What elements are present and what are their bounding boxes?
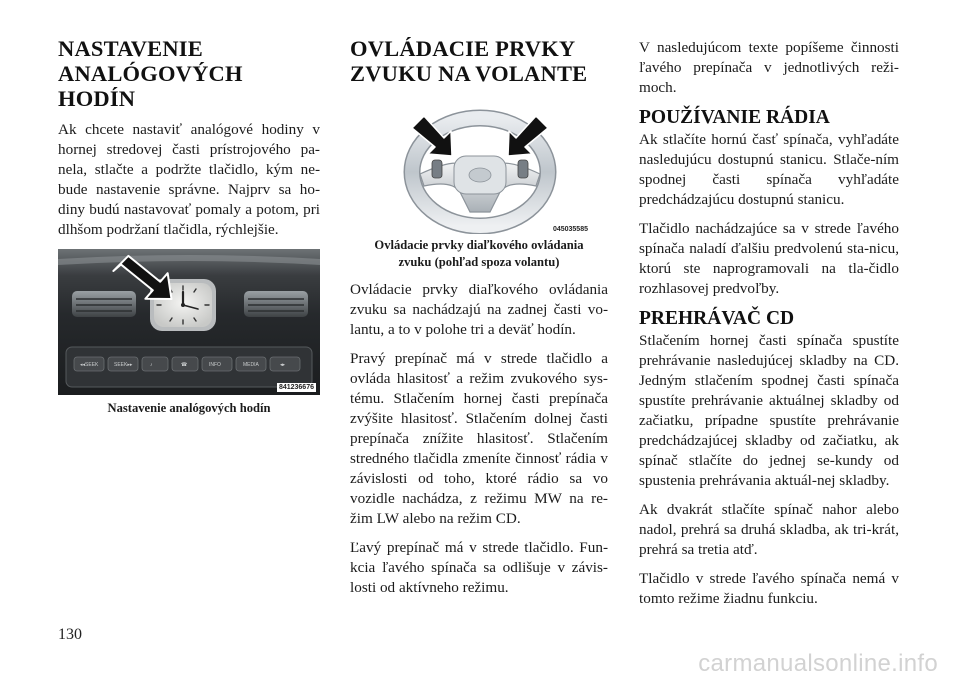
watermark: carmanualsonline.info (698, 650, 938, 677)
svg-text:MEDIA: MEDIA (243, 362, 259, 368)
paragraph: Ovládacie prvky diaľkového ovládania zvuku sa nachádzajú na zadnej časti vo-lantu, a to v polohe tri a deväť hodín. (350, 281, 608, 338)
svg-text:☎: ☎ (181, 362, 188, 368)
subsection-title-radio: POUŽÍVANIE RÁDIA (639, 107, 830, 128)
svg-text:INFO: INFO (209, 362, 221, 368)
paragraph: Ak stlačíte hornú časť spínača, vyhľadáte nasledujúcu dostupnú stanicu. Stlače-ním spodnej časti spínača vyhľadáte predchádzajúcu dostupnú stanicu. (639, 131, 899, 208)
svg-text:◂▸: ◂▸ (280, 362, 286, 368)
section-title-clock (58, 36, 320, 111)
caption-line: Ovládacie prvky diaľkového ovládania (374, 238, 584, 252)
analog-clock-figure (58, 249, 320, 395)
dashboard-clock-illustration (58, 249, 320, 395)
air-vent-left (72, 291, 136, 317)
left-audio-switch (432, 160, 442, 178)
paragraph: Stlačením hornej časti spínača spustíte prehrávanie nasledujúcej skladby na CD. Jedným stlačením spodnej časti spínača spustíte prehrávanie aktuálnej skladby od začiatku, prípadne spustíte prehrávanie predchádzajúcej skladby od začiatku, ak spínač stlačíte do jednej se-kundy od spustenia prehrávania aktuál-nej skladby. (639, 332, 899, 489)
subsection-title-cd: PREHRÁVAČ CD (639, 308, 795, 329)
steering-wheel-figure (350, 100, 608, 234)
steering-wheel-illustration (350, 100, 608, 234)
column-steering-audio (350, 36, 608, 607)
paragraph: Ak dvakrát stlačíte spínač nahor alebo nadol, prehrá sa druhá skladba, ak tri-krát, prehrá sa tretia atď. (639, 501, 899, 558)
paragraph: Tlačidlo v strede ľavého spínača nemá v tomto režime žiadnu funkciu. (639, 570, 899, 607)
caption-line: zvuku (pohľad spoza volantu) (398, 255, 560, 269)
title-line: ZVUKU NA VOLANTE (350, 61, 588, 86)
air-vent-right (244, 291, 308, 317)
figure-code: 841236676 (278, 384, 314, 391)
svg-text:◂◂SEEK: ◂◂SEEK (80, 362, 99, 368)
svg-text:♪: ♪ (150, 362, 153, 368)
intro-paragraph: V nasledujúcom texte popíšeme činnosti ľavého prepínača v jednotlivých reži-moch. (639, 39, 899, 96)
figure-caption-clock: Nastavenie analógových hodín (107, 401, 271, 415)
title-line: HODÍN (58, 86, 136, 111)
title-line: ANALÓGOVÝCH (58, 61, 243, 86)
paragraph: Ľavý prepínač má v strede tlačidlo. Fun-kcia ľavého spínača sa odlišuje v závis-losti od aktívneho režimu. (350, 539, 608, 596)
clock-instructions: Ak chcete nastaviť analógové hodiny v hornej stredovej časti prístrojového pa-nela, stlačte a podržte tlačidlo, kým ne-bude nastavenie správne. Najprv sa ho-diny budú nastavovať pomaly a potom, pri dlhšom podržaní tlačidla, rýchlejšie. (58, 121, 320, 238)
figure-caption-steering (350, 237, 608, 271)
figure-code: 045035585 (552, 226, 588, 233)
paragraph: Tlačidlo nachádzajúce sa v strede ľavého spínača naladí ďalšiu predvolenú sta-nicu, ktorú ste naprogramovali na tla-čidlo rozhlasovej predvoľby. (639, 220, 899, 297)
column-clock-setting (58, 36, 320, 426)
title-line: OVLÁDACIE PRVKY (350, 36, 576, 61)
right-audio-switch (518, 160, 528, 178)
title-line: NASTAVENIE (58, 36, 203, 61)
paragraph: Pravý prepínač má v strede tlačidlo a ovláda hlasitosť a režim zvukového sys-tému. Stlačením hornej časti prepínača zvýšite hlasitosť. Stlačením dolnej časti prepínača znížite hlasitosť. Stlačením stredného tlačidla zmeníte činnosť rádia v závislosti od toho, ktoré rádio sa vo vozidle nachádza, z režimu MW na re-žim LW alebo na režim CD. (350, 350, 608, 527)
column-left-switch-modes (639, 38, 899, 618)
page-number: 130 (58, 626, 82, 643)
svg-text:SEEK▸▸: SEEK▸▸ (114, 362, 133, 368)
section-title-steering (350, 36, 608, 86)
